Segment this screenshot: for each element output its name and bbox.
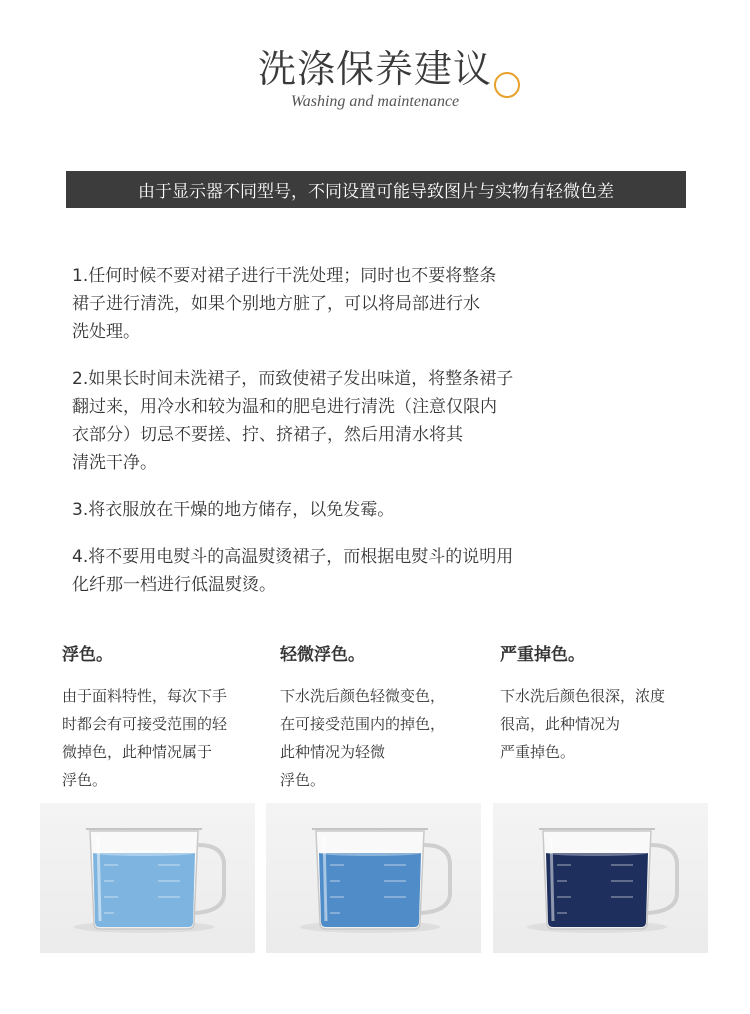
instruction-item: 3.将衣服放在干燥的地方储存，以免发霉。: [72, 500, 395, 520]
level-description: 由于面料特性，每次下手 时都会有可接受范围的轻 微掉色，此种情况属于 浮色。: [62, 687, 228, 789]
measuring-beaker-icon: [493, 803, 708, 953]
fading-level-slight: [280, 640, 480, 794]
measuring-beaker-icon: [40, 803, 255, 953]
care-instructions: [72, 262, 632, 618]
fading-level-floating: [62, 640, 262, 794]
level-title: 严重掉色。: [500, 645, 585, 665]
beaker-photo-slight: [266, 803, 481, 953]
level-description: 下水洗后颜色很深，浓度 很高，此种情况为 严重掉色。: [500, 687, 666, 761]
color-difference-banner: [66, 171, 686, 208]
measuring-beaker-icon: [266, 803, 481, 953]
fading-levels: [0, 640, 750, 800]
banner-text: 由于显示器不同型号，不同设置可能导致图片与实物有轻微色差: [138, 182, 614, 202]
page-title-en: Washing and maintenance: [290, 93, 460, 110]
level-description: 下水洗后颜色轻微变色， 在可接受范围内的掉色， 此种情况为轻微 浮色。: [280, 687, 446, 789]
instruction-item: 4.将不要用电熨斗的高温熨烫裙子，而根据电熨斗的说明用 化纤那一档进行低温熨烫。: [72, 547, 514, 595]
beaker-photo-severe: [493, 803, 708, 953]
instruction-item: 1.任何时候不要对裙子进行干洗处理；同时也不要将整条 裙子进行清洗，如果个别地方脏了，可以将局部进行水 洗处理。: [72, 266, 497, 342]
beaker-photo-floating: [40, 803, 255, 953]
level-title: 浮色。: [62, 645, 113, 665]
instruction-item: 2.如果长时间未洗裙子，而致使裙子发出味道，将整条裙子 翻过来，用冷水和较为温和的肥皂进行清洗（注意仅限内 衣部分）切忌不要搓、拧、挤裙子，然后用清水将其 清洗干净。: [72, 369, 514, 473]
level-title: 轻微浮色。: [280, 645, 365, 665]
fading-level-severe: [500, 640, 710, 766]
page-title-cn: 洗涤保养建议: [257, 47, 492, 91]
